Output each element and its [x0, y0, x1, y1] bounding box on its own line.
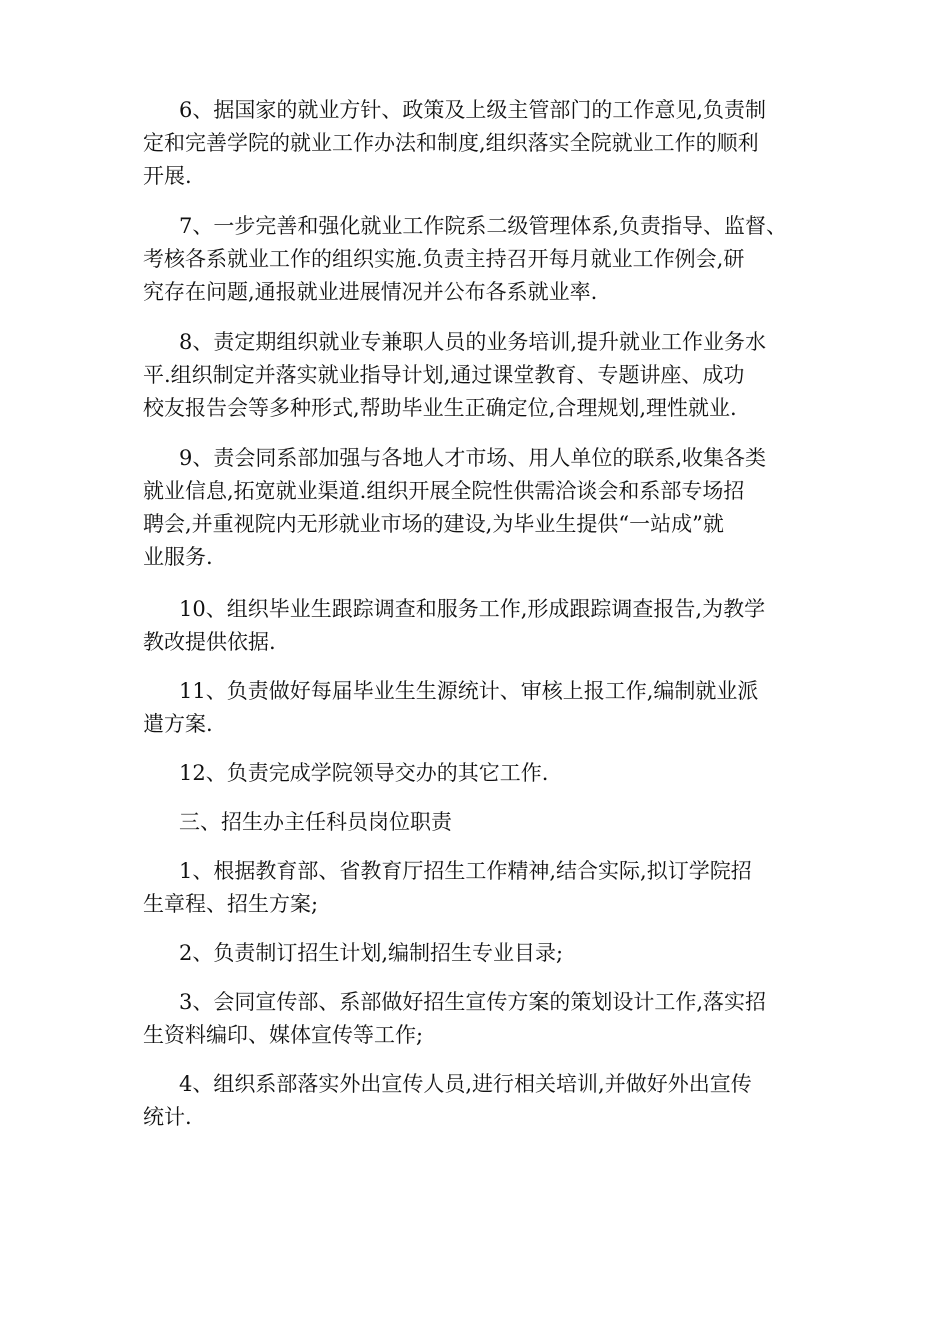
text-line: 生章程、招生方案;: [143, 892, 319, 916]
text-line: 开展.: [143, 164, 192, 188]
text-line: 7、一步完善和强化就业工作院系二级管理体系,负责指导、监督、: [179, 214, 788, 238]
text-line: 2、负责制订招生计划,编制招生专业目录;: [179, 941, 564, 965]
paragraph-item-8: [143, 326, 823, 425]
paragraph-item-11: [143, 675, 823, 741]
text-line: 统计.: [143, 1105, 192, 1129]
paragraph-item-9: [143, 442, 823, 574]
heading-text: 三、招生办主任科员岗位职责: [179, 810, 452, 834]
text-line: 教改提供依据.: [143, 630, 276, 654]
text-line: 考核各系就业工作的组织实施.负责主持召开每月就业工作例会,研: [143, 247, 745, 271]
text-line: 平.组织制定并落实就业指导计划,通过课堂教育、专题讲座、成功: [143, 363, 745, 387]
text-line: 10、组织毕业生跟踪调查和服务工作,形成跟踪调查报告,为教学: [179, 597, 766, 621]
text-line: 4、组织系部落实外出宣传人员,进行相关培训,并做好外出宣传: [179, 1072, 752, 1096]
text-line: 3、会同宣传部、系部做好招生宣传方案的策划设计工作,落实招: [179, 990, 767, 1014]
text-line: 聘会,并重视院内无形就业市场的建设,为毕业生提供“一站成”就: [143, 512, 724, 536]
text-line: 8、责定期组织就业专兼职人员的业务培训,提升就业工作业务水: [179, 330, 767, 354]
paragraph-item-7: [143, 210, 823, 309]
paragraph-item-3: [143, 986, 823, 1052]
paragraph-item-2: [143, 937, 823, 970]
text-line: 生资料编印、媒体宣传等工作;: [143, 1023, 424, 1047]
section-heading: [143, 806, 823, 839]
text-line: 校友报告会等多种形式,帮助毕业生正确定位,合理规划,理性就业.: [143, 396, 737, 420]
text-line: 6、据国家的就业方针、政策及上级主管部门的工作意见,负责制: [179, 98, 767, 122]
text-line: 11、负责做好每届毕业生生源统计、审核上报工作,编制就业派: [179, 679, 759, 703]
text-line: 12、负责完成学院领导交办的其它工作.: [179, 761, 549, 785]
paragraph-item-1: [143, 855, 823, 921]
text-line: 定和完善学院的就业工作办法和制度,组织落实全院就业工作的顺利: [143, 131, 759, 155]
text-line: 9、责会同系部加强与各地人才市场、用人单位的联系,收集各类: [179, 446, 767, 470]
text-line: 究存在问题,通报就业进展情况并公布各系就业率.: [143, 280, 598, 304]
text-line: 业服务.: [143, 545, 213, 569]
text-line: 就业信息,拓宽就业渠道.组织开展全院性供需洽谈会和系部专场招: [143, 479, 745, 503]
paragraph-item-4: [143, 1068, 823, 1134]
paragraph-item-6: [143, 94, 823, 193]
paragraph-item-12: [143, 757, 823, 790]
paragraph-item-10: [143, 593, 823, 659]
text-line: 1、根据教育部、省教育厅招生工作精神,结合实际,拟订学院招: [179, 859, 752, 883]
text-line: 遣方案.: [143, 712, 213, 736]
